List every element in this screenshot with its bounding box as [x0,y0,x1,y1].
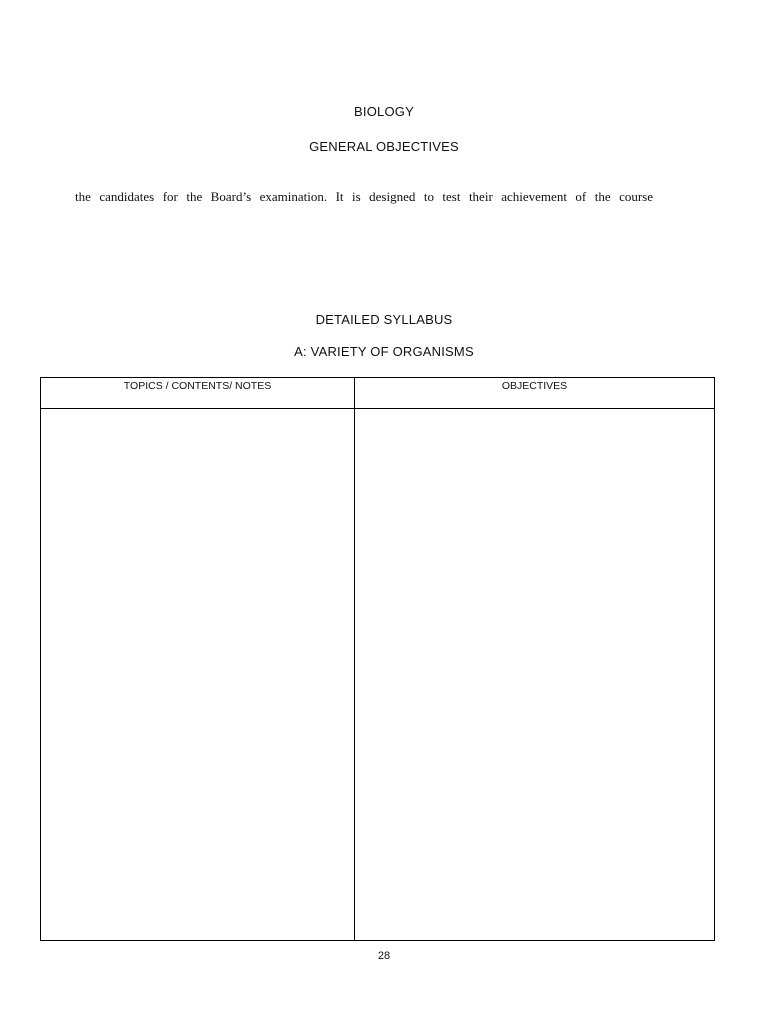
column-header-topics: TOPICS / CONTENTS/ NOTES [123,380,272,392]
body-paragraph: the candidates for the Board’s examination. It is designed to test their achievement of the course [75,189,653,204]
subject-title: BIOLOGY [354,104,414,119]
objectives-cell [355,409,714,940]
section-title-general-objectives: GENERAL OBJECTIVES [309,139,459,154]
syllabus-table [40,377,715,941]
table-header-row [41,378,714,409]
column-header-objectives: OBJECTIVES [501,380,568,392]
unit-title: A: VARIETY OF ORGANISMS [294,344,474,359]
syllabus-title: DETAILED SYLLABUS [315,312,453,327]
page-number: 28 [377,950,391,962]
topics-cell [41,409,354,940]
